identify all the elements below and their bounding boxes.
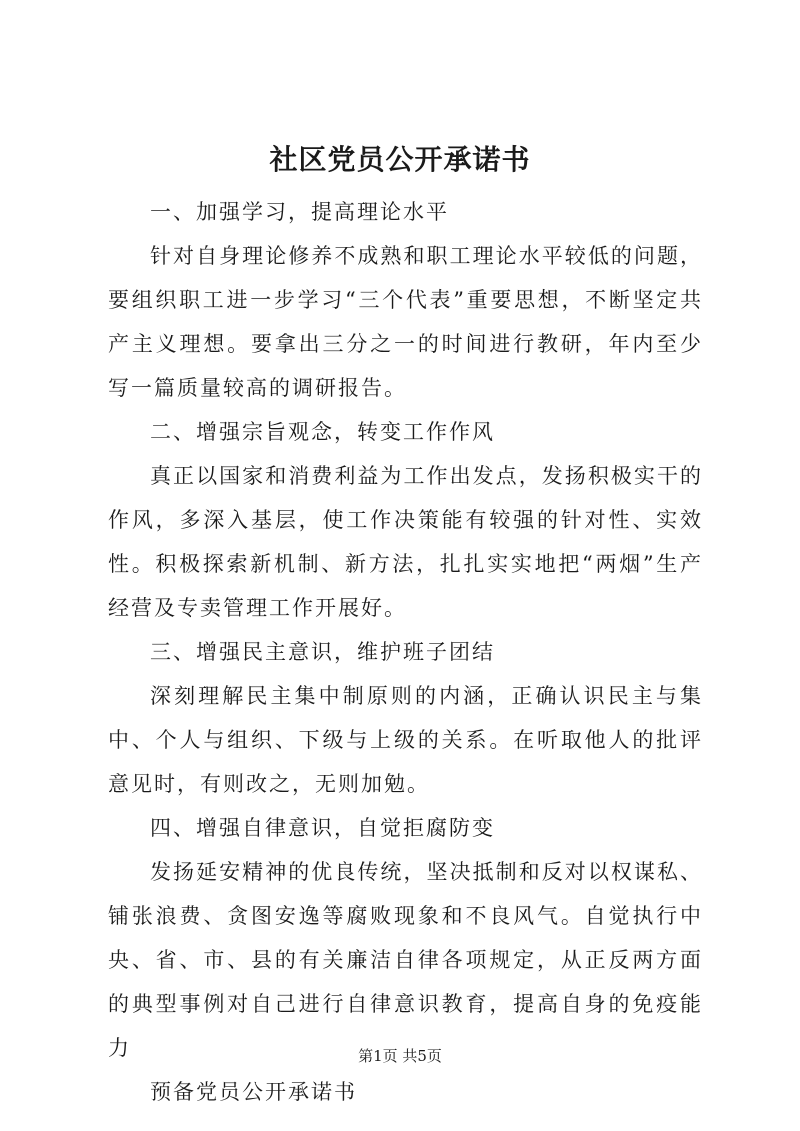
section-paragraph-4: 发扬延安精神的优良传统，坚决抵制和反对以权谋私、铺张浪费、贪图安逸等腐败现象和不良风气。自觉执行中央、省、市、县的有关廉洁自律各项规定，从正反两方面的典型事例对自己进行自律意识教育，提高自身的免疫能力 xyxy=(108,860,703,1060)
section-paragraph-3: 深刻理解民主集中制原则的内涵，正确认识民主与集中、个人与组织、下级与上级的关系。在听取他人的批评意见时，有则改之，无则加勉。 xyxy=(108,684,703,796)
section-paragraph-1: 针对自身理论修养不成熟和职工理论水平较低的问题，要组织职工进一步学习“三个代表”重要思想，不断坚定共产主义理想。要拿出三分之一的时间进行教研，年内至少写一篇质量较高的调研报告。 xyxy=(108,244,703,400)
section-paragraph-2: 真正以国家和消费利益为工作出发点，发扬积极实干的作风，多深入基层，使工作决策能有较强的针对性、实效性。积极探索新机制、新方法，扎扎实实地把“两烟”生产经营及专卖管理工作开展好。 xyxy=(108,464,703,620)
document-title: 社区党员公开承诺书 xyxy=(269,143,531,176)
closing-heading: 预备党员公开承诺书 xyxy=(150,1080,357,1104)
section-heading-4: 四、增强自律意识，自觉拒腐防变 xyxy=(150,816,495,840)
page-number-footer: 第1页 共5页 xyxy=(358,1047,442,1065)
section-heading-2: 二、增强宗旨观念，转变工作作风 xyxy=(150,420,495,444)
document-body xyxy=(108,190,703,1114)
section-heading-3: 三、增强民主意识，维护班子团结 xyxy=(150,640,495,664)
section-heading-1: 一、加强学习，提高理论水平 xyxy=(150,200,449,224)
